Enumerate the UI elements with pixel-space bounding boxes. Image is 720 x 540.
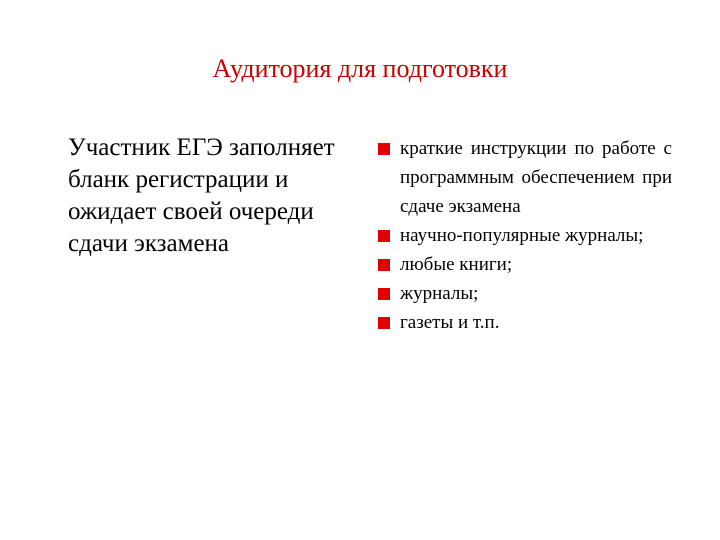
- red-square-bullet-icon: [378, 230, 390, 242]
- bullet-list: [374, 134, 672, 337]
- bullet-item: [374, 250, 672, 279]
- bullet-text: любые книги;: [400, 254, 513, 275]
- bullet-text: газеты и т.п.: [400, 312, 500, 333]
- bullet-item: [374, 134, 672, 221]
- red-square-bullet-icon: [378, 288, 390, 300]
- bullet-item: [374, 308, 672, 337]
- slide-title: Аудитория для подготовки: [212, 54, 508, 83]
- bullet-item: [374, 221, 672, 250]
- red-square-bullet-icon: [378, 317, 390, 329]
- red-square-bullet-icon: [378, 143, 390, 155]
- left-column-text: Участник ЕГЭ заполняет бланк регистрации и ожидает своей очереди сдачи экзамена: [68, 134, 335, 257]
- bullet-text: научно-популярные журналы;: [400, 225, 644, 246]
- bullet-item: [374, 279, 672, 308]
- bullet-text: краткие инструкции по работе с программным обеспечением при сдаче экзамена: [400, 138, 672, 217]
- red-square-bullet-icon: [378, 259, 390, 271]
- bullet-text: журналы;: [400, 283, 479, 304]
